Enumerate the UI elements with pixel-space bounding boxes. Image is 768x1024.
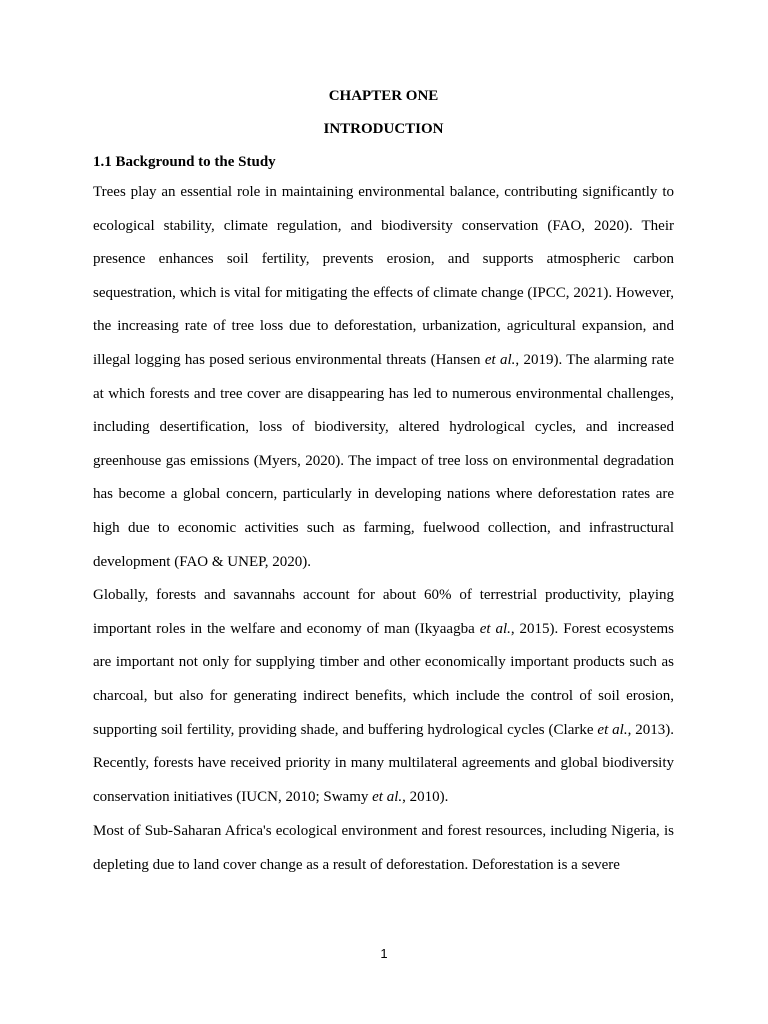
page-content (93, 86, 674, 882)
italic-citation-text: et al. (597, 721, 628, 738)
paragraph-text: Most of Sub-Saharan Africa's ecological environment and forest resources, including Nigeria, is depleting due to land cover change as a result of deforestation. Deforestation is a severe (93, 823, 674, 873)
paragraph-text: , 2010). (402, 788, 449, 805)
italic-citation-text: et al. (484, 351, 516, 368)
italic-citation-text: et al. (372, 788, 403, 805)
paragraph-background-2 (93, 579, 674, 814)
page-number: 1 (380, 946, 388, 961)
paragraph-text: , 2013). Recently, forests have received priority in many multilateral agreements and global biodiversity conservation initiatives (IUCN, 2010; Swamy (93, 721, 674, 805)
paragraph-text: , 2019). The alarming rate at which forests and tree cover are disappearing has led to numerous environmental challenges, including desertification, loss of biodiversity, altered hydrological cycles, and increased greenhouse gas emissions (Myers, 2020). The impact of tree loss on environmental degradation has become a global concern, particularly in developing nations where deforestation rates are high due to economic activities such as farming, fuelwood collection, and infrastructural development (FAO & UNEP, 2020). (93, 351, 674, 570)
paragraph-text: , 2015). Forest ecosystems are important not only for supplying timber and other economically important products such as charcoal, but also for generating indirect benefits, which include the control of soil erosion, supporting soil fertility, providing shade, and buffering hydrological cycles (Clarke (93, 620, 674, 738)
paragraph-background-3 (93, 815, 674, 882)
paragraph-text: Globally, forests and savannahs account for about 60% of terrestrial productivity, playing important roles in the welfare and economy of man (Ikyaagba (93, 587, 674, 637)
paragraph-background-1 (93, 176, 674, 579)
section-heading: 1.1 Background to the Study (93, 154, 276, 170)
chapter-heading: CHAPTER ONE (328, 88, 439, 104)
chapter-title: INTRODUCTION (323, 121, 444, 137)
italic-citation-text: et al. (479, 620, 511, 637)
paragraph-text: Trees play an essential role in maintaining environmental balance, contributing significantly to ecological stability, climate regulation, and biodiversity conservation (FAO, 2020). Their presence enhances soil fertility, prevents erosion, and supports atmospheric carbon sequestration, which is vital for mitigating the effects of climate change (IPCC, 2021). However, the increasing rate of tree loss due to deforestation, urbanization, agricultural expansion, and illegal logging has posed serious environmental threats (Hansen (93, 184, 674, 368)
